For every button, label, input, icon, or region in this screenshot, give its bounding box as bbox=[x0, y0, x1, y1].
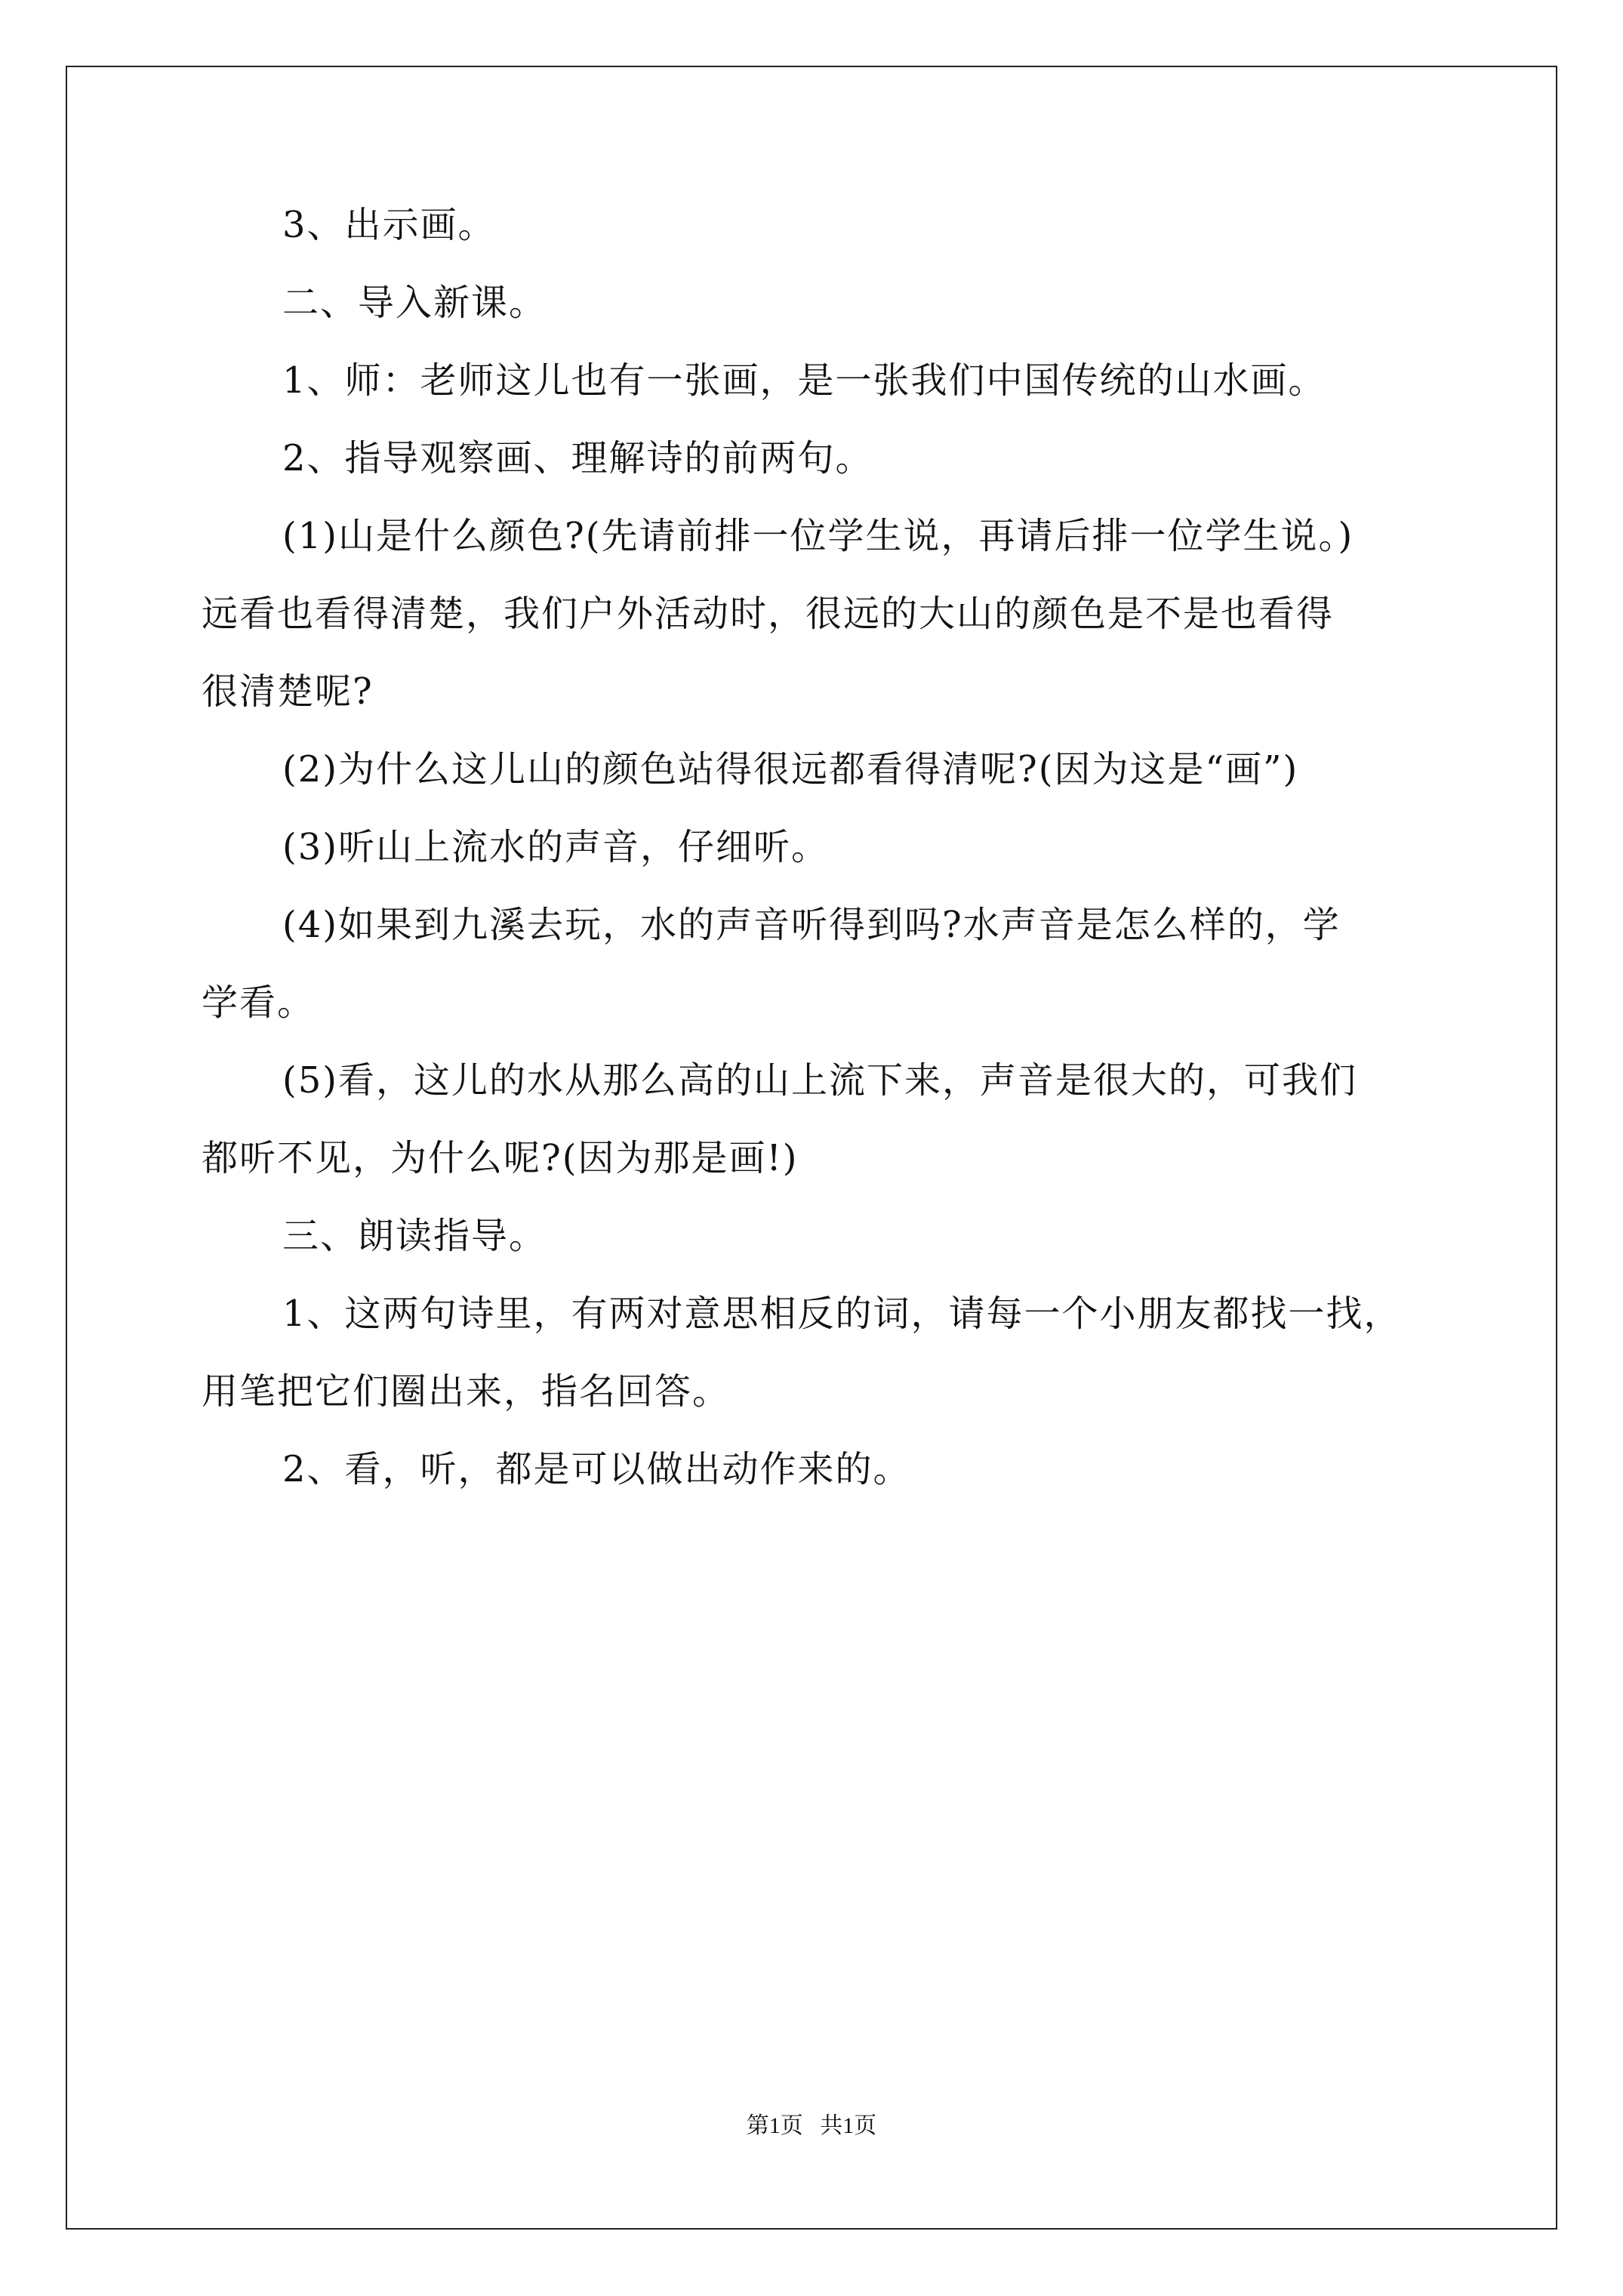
text-line-6: 远看也看得清楚，我们户外活动时，很远的大山的颜色是不是也看得 bbox=[202, 593, 1335, 635]
text-line-2: 二、导入新课。 bbox=[282, 282, 547, 324]
text-line-4: 2、指导观察画、理解诗的前两句。 bbox=[282, 437, 873, 479]
text-line-10: (4)如果到九溪去玩，水的声音听得到吗?水声音是怎么样的，学 bbox=[282, 904, 1341, 946]
text-line-1: 3、出示画。 bbox=[282, 204, 496, 246]
text-line-15: 1、这两句诗里，有两对意思相反的词，请每一个小朋友都找一找， bbox=[282, 1293, 1402, 1335]
text-line-8: (2)为什么这儿山的颜色站得很远都看得清呢?(因为这是“画”) bbox=[282, 748, 1299, 791]
text-line-7: 很清楚呢? bbox=[202, 670, 374, 713]
text-line-12: (5)看，这儿的水从那么高的山上流下来，声音是很大的，可我们 bbox=[282, 1059, 1357, 1102]
text-line-17: 2、看，听，都是可以做出动作来的。 bbox=[282, 1448, 911, 1490]
text-line-16: 用笔把它们圈出来，指名回答。 bbox=[202, 1370, 731, 1413]
text-line-5: (1)山是什么颜色?(先请前排一位学生说，再请后排一位学生说。) bbox=[282, 515, 1354, 557]
text-line-9: (3)听山上流水的声音，仔细听。 bbox=[282, 826, 829, 868]
document-body bbox=[202, 202, 1440, 1492]
text-line-3: 1、师：老师这儿也有一张画，是一张我们中国传统的山水画。 bbox=[282, 359, 1326, 402]
text-line-14: 三、朗读指导。 bbox=[282, 1215, 547, 1257]
text-line-11: 学看。 bbox=[202, 982, 316, 1024]
text-line-13: 都听不见，为什么呢?(因为那是画!) bbox=[202, 1137, 799, 1179]
page-number-footer: 第1页 共1页 bbox=[746, 2113, 877, 2138]
